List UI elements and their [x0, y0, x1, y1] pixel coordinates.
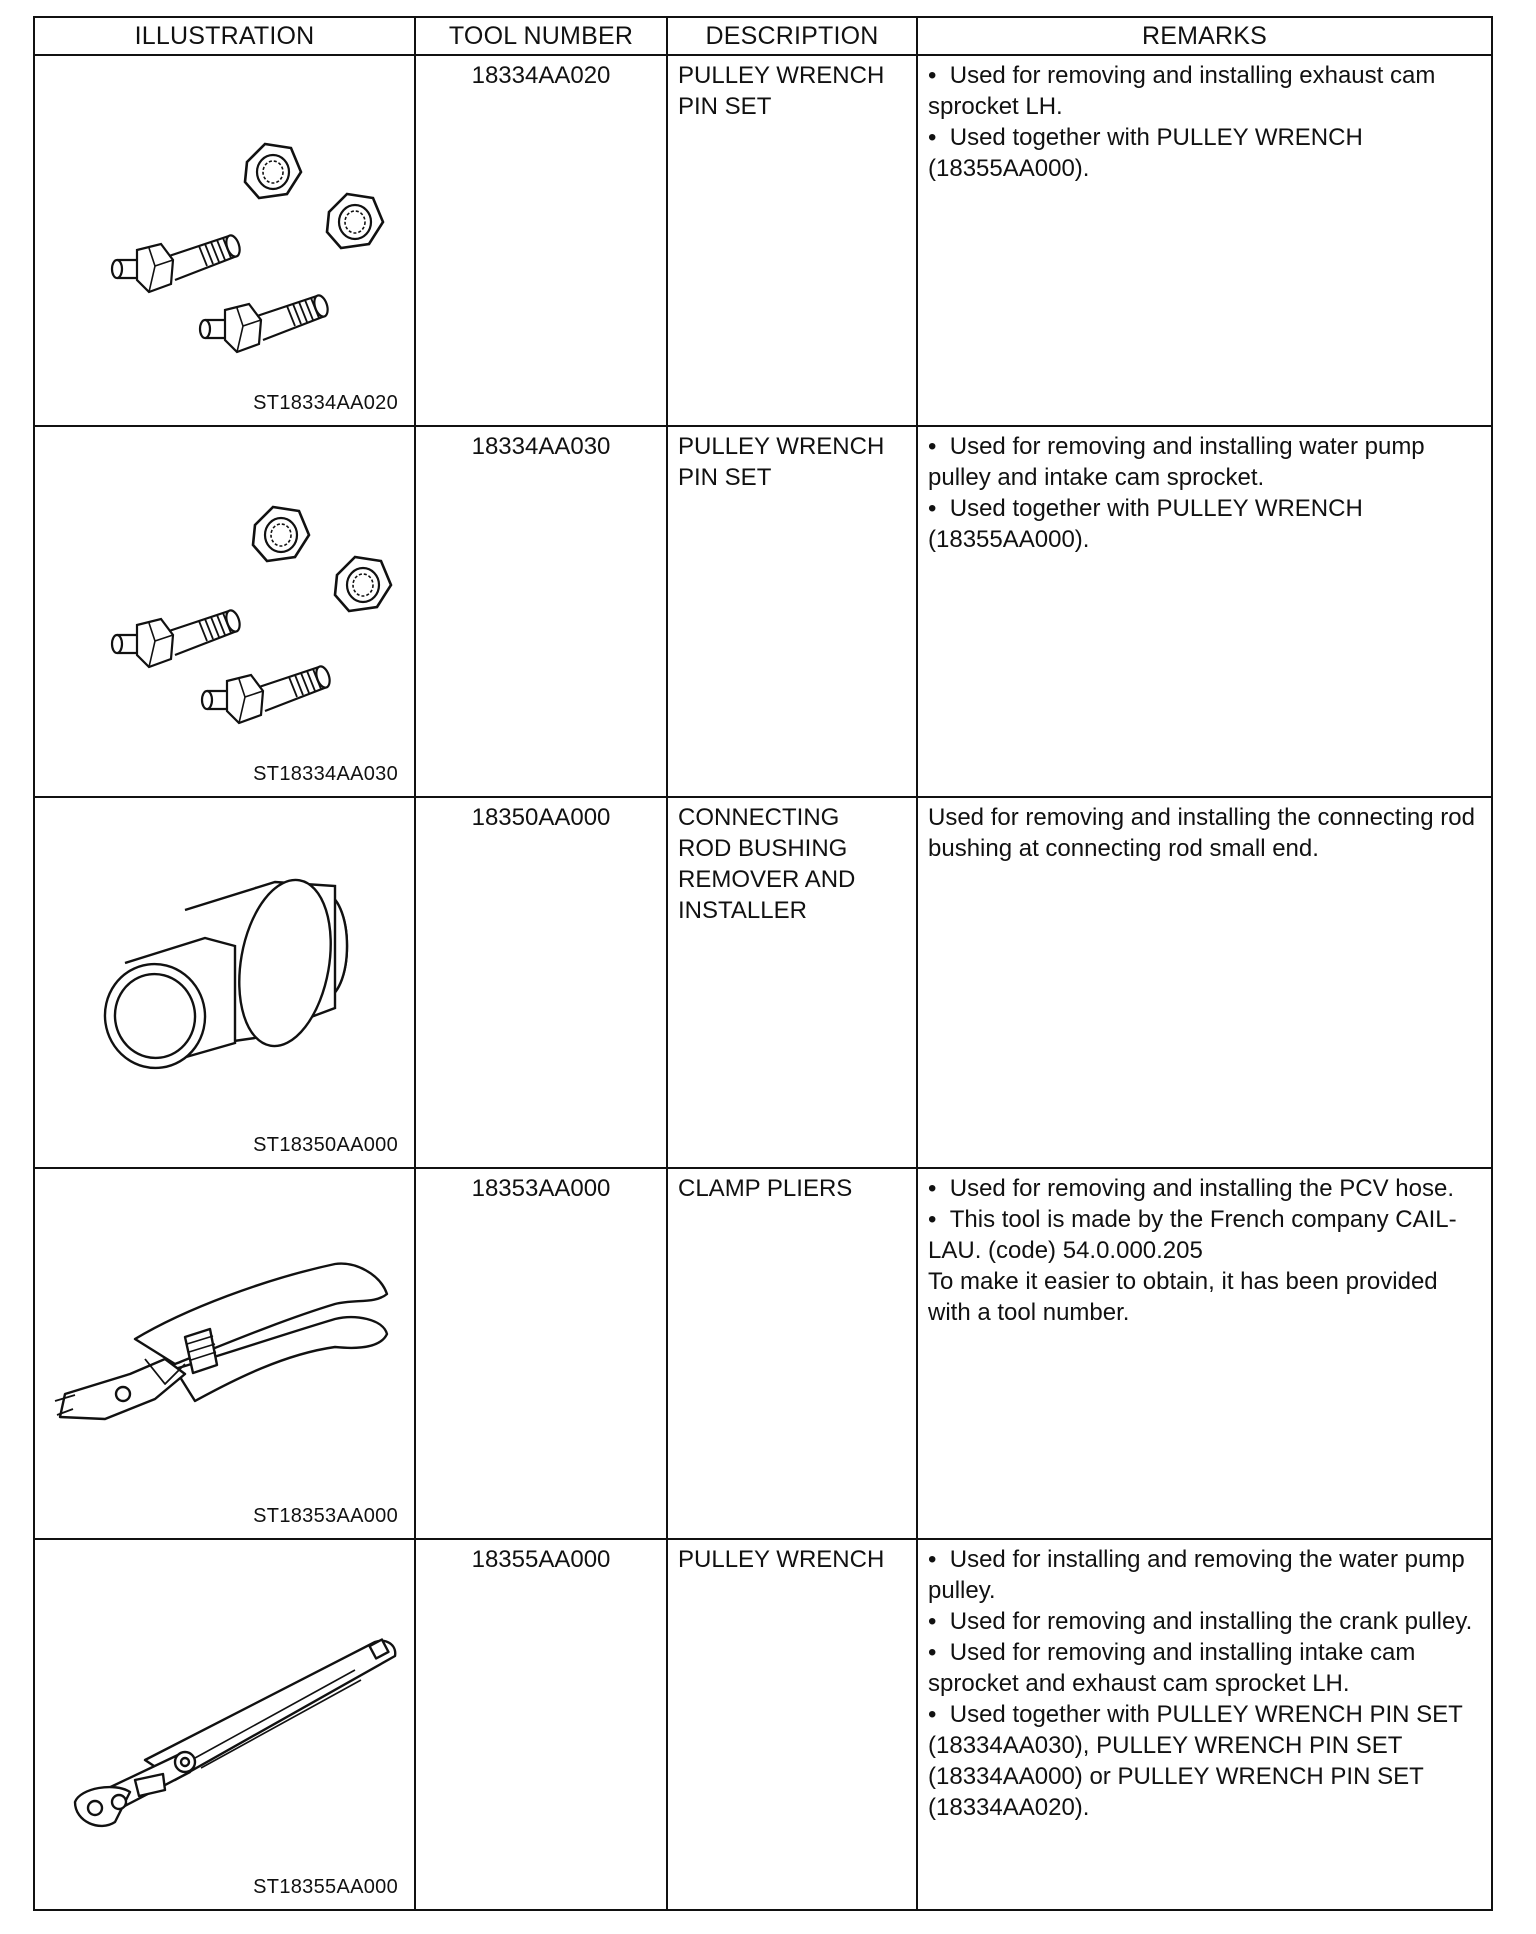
table-row: [34, 55, 1492, 426]
remark-item: • Used for removing and installing intake cam sprocket and exhaust cam sprocket LH.: [928, 1637, 1481, 1699]
remark-item: • Used for removing and installing the PCV hose.: [928, 1173, 1481, 1204]
remark-item: Used for removing and installing the connecting rod bushing at connecting rod small end.: [928, 804, 1475, 862]
remarks-cell: [917, 1168, 1492, 1539]
description: PULLEY WRENCH PIN SET: [678, 433, 885, 491]
table-header-row: [34, 17, 1492, 55]
description-cell: [667, 426, 917, 797]
tool-number: 18350AA000: [471, 804, 611, 831]
tool-number: 18334AA030: [471, 433, 611, 460]
description-cell: [667, 797, 917, 1168]
pulley-wrench-pin-set-illustration: [35, 427, 414, 796]
description: PULLEY WRENCH PIN SET: [678, 62, 885, 120]
description-cell: [667, 1168, 917, 1539]
tool-number: 18353AA000: [471, 1175, 611, 1202]
remarks-cell: [917, 426, 1492, 797]
illustration-cell: [34, 55, 415, 426]
remark-item: • Used for removing and installing water pump pulley and intake cam sprocket.: [928, 431, 1481, 493]
description: CONNECTING ROD BUSHING REMOVER AND INSTALLER: [678, 804, 856, 924]
header-description: DESCRIPTION: [667, 17, 917, 55]
special-tools-table: [33, 16, 1493, 1911]
image-code: ST18350AA000: [253, 1134, 398, 1156]
remark-item: • This tool is made by the French company CAIL-LAU. (code) 54.0.000.205: [928, 1204, 1481, 1266]
table-row: [34, 426, 1492, 797]
tool-number: 18334AA020: [471, 62, 611, 89]
tool-number-cell: [415, 1539, 667, 1910]
remarks-cell: [917, 1539, 1492, 1910]
remarks-cell: [917, 797, 1492, 1168]
remark-item: • Used together with PULLEY WRENCH (18355AA000).: [928, 493, 1481, 555]
illustration-cell: [34, 426, 415, 797]
description-cell: [667, 55, 917, 426]
remark-item: • Used for removing and installing the crank pulley.: [928, 1606, 1481, 1637]
tool-number: 18355AA000: [471, 1546, 611, 1573]
header-remarks: REMARKS: [917, 17, 1492, 55]
table-row: [34, 1168, 1492, 1539]
image-code: ST18355AA000: [253, 1876, 398, 1898]
description: PULLEY WRENCH: [678, 1546, 885, 1573]
header-illustration: ILLUSTRATION: [34, 17, 415, 55]
clamp-pliers-illustration: [35, 1169, 414, 1538]
illustration-cell: [34, 1168, 415, 1539]
tool-number-cell: [415, 797, 667, 1168]
table-row: [34, 797, 1492, 1168]
illustration-cell: [34, 1539, 415, 1910]
remark-item: • Used together with PULLEY WRENCH (18355AA000).: [928, 122, 1481, 184]
pulley-wrench-pin-set-illustration: [35, 56, 414, 425]
tool-number-cell: [415, 55, 667, 426]
table-row: [34, 1539, 1492, 1910]
connecting-rod-bushing-tool-illustration: [35, 798, 414, 1167]
image-code: ST18334AA020: [253, 392, 398, 414]
description-cell: [667, 1539, 917, 1910]
remark-item: • Used for installing and removing the water pump pulley.: [928, 1544, 1481, 1606]
image-code: ST18353AA000: [253, 1505, 398, 1527]
remark-item: • Used for removing and installing exhaust cam sprocket LH.: [928, 60, 1481, 122]
tool-number-cell: [415, 426, 667, 797]
header-tool-number: TOOL NUMBER: [415, 17, 667, 55]
remarks-cell: [917, 55, 1492, 426]
remark-item: To make it easier to obtain, it has been provided with a tool number.: [928, 1268, 1438, 1326]
pulley-wrench-illustration: [35, 1540, 414, 1909]
illustration-cell: [34, 797, 415, 1168]
description: CLAMP PLIERS: [678, 1175, 853, 1202]
image-code: ST18334AA030: [253, 763, 398, 785]
tool-number-cell: [415, 1168, 667, 1539]
remark-item: • Used together with PULLEY WRENCH PIN SET (18334AA030), PULLEY WRENCH PIN SET (18334AA000) or PULLEY WRENCH PIN SET (18334AA020).: [928, 1699, 1481, 1823]
